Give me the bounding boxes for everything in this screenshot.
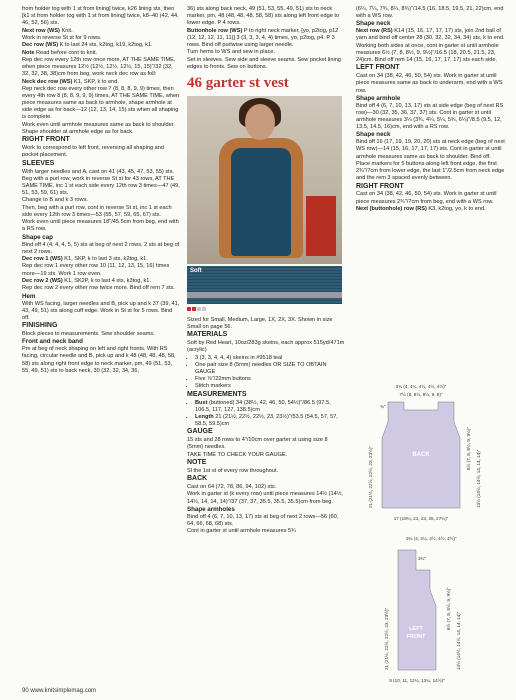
paragraph-text: Set in sleeves. Sew side and sleeve seams. Sew pocket lining edges to fronts. Sew on buttons. [187,56,341,70]
swatch-label: Soft [190,267,202,274]
column-1 [22,6,180,375]
paragraph [187,528,345,535]
paragraph [22,145,180,159]
gauge-back-section [187,428,345,535]
back-neck-width: 7½ (8, 8½, 8½, 9, 9)" [399,392,443,397]
front-piece-shape [398,550,436,670]
paragraph [356,6,506,20]
paragraph-text: Work even until armhole measures same as back to shoulder. Shape shoulder at armhole edge as for back. [22,121,175,135]
measurement-lead: Bust [195,399,208,406]
paragraph [22,256,180,263]
paragraph-text: K1, SKP, k to last 3 sts, k2tog, k1. [62,256,148,263]
paragraph [22,301,180,322]
pattern-title [187,75,345,92]
section-heading [22,160,180,169]
material-item: • 3 (3, 3, 4, 4, 4) skeins in #9518 teal [195,355,345,362]
measurement-text: 21 (21½, 22½, 22½, 23, 23½)"/53.5 (54.5, 57, 57, 58.5, 59.5)cm [195,413,338,428]
paragraph [187,6,345,27]
column-2 [187,6,345,536]
paragraph-text: TAKE TIME TO CHECK YOUR GAUGE. [187,451,288,458]
paragraph-text: Cast on 34 (38, 42, 46, 50, 54) sts. Work in garter st until piece measures 2¾"/7cm from beg, end with a WS row. [356,191,497,205]
page-footer: 90 www.knitsimplemag.com [22,688,97,694]
paragraph [22,35,180,42]
paragraph-text: With larger needles and A, cast on 41 (43, 45, 47, 53, 55) sts. Beg with a purl row, work in reverse St st for 43 rows, AT THE SAME TIME, inc 1 st each side every 12th row 3 times—47 (49, 51, 53, 59, 61) sts. [22,168,180,196]
paragraph [187,468,345,475]
yarn-swatch [187,266,342,304]
paragraph-text: K3, k2tog, yo, k to end. [426,205,486,212]
instruction-lead: Dec row 2 (WS) [22,277,63,284]
subsection-heading [22,338,180,346]
front-side: 14½ (14½, 14½, 14, 14, 14)" [456,611,461,670]
paragraph-text: MATERIALS [187,331,228,339]
paragraph [187,57,345,71]
instruction-lead: Buttonhole row (WS) [187,27,243,34]
paragraph [356,28,506,42]
paragraph-text: RIGHT FRONT [22,136,70,144]
back-top-width: 3¾ (4, 4¼, 4½, 4½, 4½)" [395,384,447,389]
paragraph-text: Work even until piece measures 18"/45.5cm from beg, end with a RS row. [22,219,179,233]
paragraph-text: Rep dec row 2 every other row twice more. Bind off rem 7 sts. [22,285,175,292]
back-schematic [358,380,508,535]
paragraph [187,514,345,528]
paragraph [187,49,345,56]
paragraph-text: Bind off 4 (4, 4, 4, 5, 5) sts at beg of next 2 rows, 2 sts at beg of next 2 rows. [22,241,180,255]
paragraph [187,317,345,331]
paragraph-text: Block pieces to measurements. Sew shoulder seams. [22,331,155,338]
materials-section [187,317,345,355]
paragraph-text: Then, beg with a purl row, cont in reverse St st, inc 1 st each side every 12th row 3 times—53 (55, 57, 59, 65, 67) sts. [22,204,172,218]
paragraph-text: Shape neck [356,131,391,139]
model-head [245,104,275,140]
back-armhole: 6½ (7, 8, 8½, 9, 9½)" [466,427,471,470]
paragraph-text: Cont in garter st until armhole measures 5¾ [187,528,296,535]
paragraph-text: Sized for Small, Medium, Large, 1X, 2X, 3X. Shown in size Small on page 56. [187,316,333,330]
front-label-2: FRONT [406,634,426,640]
paragraph-text: Shape armholes [187,505,235,513]
measurement-item [195,414,345,428]
section-heading [22,136,180,145]
measurement-text: (buttoned) 34 (38½, 42, 46, 50, 54½)"/86.5 (97.5, 106.5, 117, 127, 138.5)cm [195,399,331,413]
measurements-list [187,400,345,428]
paragraph-text: With WS facing, larger needles and B, pick up and k 37 (39, 41, 43, 49, 51) sts along cuff edge. Work in St st for 5 rows. Bind off. [22,300,180,321]
material-item: • One pair size 8 (5mm) needles OR SIZE TO OBTAIN GAUGE [195,362,345,376]
finishing-continued [187,6,345,71]
subsection-heading [356,131,506,139]
paragraph-text: Shape neck [356,20,391,28]
paragraph [356,43,506,64]
paragraph-text: Place markers for 5 buttons along left front edge, the first 2¾"/7cm from lower edge, the last 1"/2.5cm from neck edge and the rem 3 spaced evenly between. [356,160,505,182]
paragraph-text: K14 (15, 16, 17, 17, 17) sts, join 2nd ball of yarn and bind off center 28 (30, 32, 32, 34, 34) sts, k to end. [356,28,505,42]
instruction-lead: Next row (RS) [356,28,393,35]
instruction-lead: Next row (WS) [22,27,60,34]
paragraph-text: NOTE [187,458,207,466]
column-3-text [356,6,506,213]
subsection-heading [356,95,506,103]
paragraph [22,331,180,338]
measurement-item [195,400,345,414]
paragraph-text: Working both sides at once, cont in garter st until armhole measures 6½ (7, 8, 8½, 9, 9½)"/16.5 (18, 20.5, 21.5, 23, 24)cm. Bind off rem 14 (15, 16, 17, 17, 17) sts each side. [356,42,499,64]
section-heading [187,428,345,437]
paragraph-text: Change to B and k 3 rows. [22,197,88,204]
paragraph-text: GAUGE [187,428,213,436]
subsection-heading [187,506,345,514]
back-neck-depth: ¾" [380,404,386,409]
paragraph-text: K to last 24 sts, k2tog, k19, k2tog, k1. [58,42,153,49]
skill-dot [192,307,196,311]
paragraph-text: RIGHT FRONT [356,182,404,190]
background-chair [306,196,336,256]
paragraph [22,79,180,86]
paragraph-text: Rep dec row 1 every other row 10 (11, 12, 13, 15, 16) times more—19 sts. Work 1 row even. [22,263,170,277]
paragraph [22,197,180,204]
paragraph [22,6,180,27]
paragraph-text: (6¼, 7¼, 7¾, 8¼, 8¾)"/14.5 (16, 18.5, 19.5, 21, 22)cm, end with a WS row. [356,6,504,20]
paragraph-text: Soft by Red Heart, 10oz/283g skeins, each approx 515yd/471m (acrylic) [187,340,345,354]
instruction-lead: Neck dec row (WS) [22,78,73,85]
paragraph-text: FINISHING [22,322,58,330]
paragraph [22,242,180,256]
paragraph-text: 15 sts and 28 rows to 4"/10cm over garter st using size 8 (5mm) needles. [187,437,328,451]
back-length: 21 (21½, 22½, 22½, 23, 23½)" [368,445,373,508]
section-heading [356,183,506,192]
paragraph [22,219,180,233]
material-item: • Five ⅞"/22mm buttons [195,376,345,383]
instruction-lead: Dec row (WS) [22,42,59,49]
skill-dot [197,307,201,311]
section-heading [187,459,345,468]
paragraph [22,50,180,57]
paragraph [187,340,345,354]
front-schematic [370,530,500,695]
paragraph [22,28,180,35]
paragraph-text: 36) sts along back neck, 49 (51, 53, 55, 49, 51) sts to neck marker, pm, 48 (48, 48, 48, 58, 58) sts along left front edge to lower edge. P 4 rows. [187,6,340,27]
skill-dot [202,307,206,311]
paragraph-text: BACK [187,475,208,483]
section-heading [187,475,345,484]
paragraph [187,491,345,505]
paragraph [356,73,506,94]
paragraph [187,437,345,451]
instruction-lead: Dec row 1 (WS) [22,256,63,263]
paragraph-text: Cast on 34 (38, 42, 46, 50, 54) sts. Work in garter st until piece measures same as back to underarm, end with a WS row. [356,73,503,94]
back-side: 14½ (14½, 14½, 14, 14, 14)" [476,449,481,508]
measurements-heading: MEASUREMENTS [187,391,247,399]
front-label-1: LEFT [409,626,423,632]
front-top-width: 3¾ (4, 4¼, 4½, 4½, 4½)" [406,536,457,541]
front-neck-depth: 3¼" [418,556,427,561]
paragraph-text: Read before cont to knit. [34,49,97,56]
section-heading [356,64,506,73]
skill-level-dots [187,307,345,314]
instruction-lead: Next (buttonhole) row (RS) [356,205,427,212]
paragraph [22,42,180,49]
paragraph [356,191,506,205]
paragraph [22,285,180,292]
column-3 [356,6,506,213]
paragraph-text: Rep dec row every 12th row once more, AT THE SAME TIME, when piece measures 12½ (12½, 12½, 12½, 15, 15)"/32 (32, 32, 32, 38, 38)cm from beg, work neck dec row as foll: [22,57,176,78]
swatch-bar [187,292,342,298]
paragraph [22,86,180,121]
section-heading [187,331,345,340]
paragraph [187,452,345,459]
vest-photo [187,96,342,264]
subsection-heading [22,234,180,242]
back-label: BACK [412,452,430,458]
paragraph-text: K1, SK2P, k to last 4 sts, k3tog, k1. [62,277,151,284]
paragraph-text: Shape cap [22,233,53,241]
paragraph [22,263,180,277]
paragraph [356,206,506,213]
paragraph [356,139,506,160]
pattern-name: garter st vest [205,74,289,91]
measurement-lead: Length [195,413,214,420]
paragraph-text: Bind off 4 (6, 7, 10, 13, 17) sts at side edge (beg of next RS row)—30 (32, 35, 36, 37, 37) sts. Cont in garter st until armhole measures 3¼ (3¾, 4¼, 5¼, 5¾, 6¼)"/8.5 (9.5, 12, 13.5, 14.5, 16)cm, end with a RS row. [356,102,504,131]
back-bottom-width: 17 (19¼, 21, 23, 25, 27¼)" [393,516,449,521]
front-bottom-width: 9 (10, 11, 12¼, 13¼, 14½)" [389,678,445,683]
paragraph [22,57,180,78]
materials-list [187,355,345,390]
paragraph [22,205,180,219]
paragraph-text: Bind off 16 (17, 19, 19, 20, 20) sts at neck edge (beg of next WS row)—14 (15, 16, 17, 17, 17) sts. Cont in garter st until armhole measures same as back to shoulder. Bind off. [356,139,505,160]
paragraph-text: Pm at beg of neck shaping on left and right fronts. With RS facing, circular needle and B, pick up and k 48 (48, 48, 48, 58, 58) sts along right front edge to neck marker, pm, 49 (51, 53, 55, 49, 51) sts to back neck, 30 (32, 32, 34, 36, [22,346,176,374]
paragraph-text: Rep neck dec row every other row 7 (8, 8, 8, 9, 9) times, then every 4th row 8 (8, 8, 9, 9, 9) times, AT THE SAME TIME, when piece measures same as back to armhole, shape armhole at side edge as for back—12 (12, 13, 14, 15) sts when all shaping is complete. [22,86,180,121]
paragraph-text: Work in garter st (k every row) until piece measures 14½ (14½, 14½, 14, 14, 14)"/37 (37, 37, 35.5, 35.5, 35.5)cm from beg. [187,491,343,505]
paragraph [356,161,506,182]
paragraph-text: Knit. [59,27,73,34]
paragraph-text: Sl the 1st st of every row throughout. [187,467,279,474]
vest-shape [231,148,291,256]
instruction-lead: Note [22,49,35,56]
subsection-heading [356,20,506,28]
paragraph-text: LEFT FRONT [356,64,400,72]
skill-dot [187,307,191,311]
paragraph-text: Front and neck band [22,338,83,346]
paragraph [22,278,180,285]
paragraph-text: Shape armhole [356,94,401,102]
paragraph-text: Bind off 4 (6, 7, 10, 13, 17) sts at beg of next 2 rows—56 (60, 64, 66, 68, 68) sts. [187,513,339,527]
subsection-heading [22,293,180,301]
paragraph-text: Cast on 64 (72, 78, 86, 94, 102) sts. [187,484,277,491]
paragraph-text: from holder tog with 1 st from lining] twice, k26 lining sts, then [k1 st from holder tog with 1 st from lining] twice, k8–40 (42, 44, 46, 52, 56) sts. [22,6,179,27]
paragraph-text: Turn hems to WS and sew in place. [187,49,276,56]
paragraph-text: Hem [22,292,36,300]
paragraph-text: Work in reverse St st for 9 rows. [22,34,102,41]
paragraph [22,346,180,374]
section-heading [22,322,180,331]
front-length: 21 (21½, 22½, 22½, 23, 23½)" [384,607,389,670]
paragraph [22,122,180,136]
paragraph-text: Work to correspond to left front, reversing all shaping and pocket placement. [22,145,164,159]
paragraph [356,103,506,131]
paragraph [187,28,345,49]
pattern-number: 46 [187,74,202,91]
paragraph [22,169,180,197]
paragraph-text: P to right neck marker, [yo, p2tog, p12 (12, 12, 12, 11, 11)] 3 (3, 3, 3, 4, 4) times, yo, p2tog, p4. P 3 rows. Bind off purlwise using larger needle. [187,27,339,48]
paragraph-text: SLEEVES [22,159,55,167]
front-armhole: 6½ (7, 8, 8½, 9, 9½)" [446,587,451,630]
material-item: • Stitch markers [195,383,345,390]
paragraph-text: K1, SKP, k to end. [72,78,119,85]
